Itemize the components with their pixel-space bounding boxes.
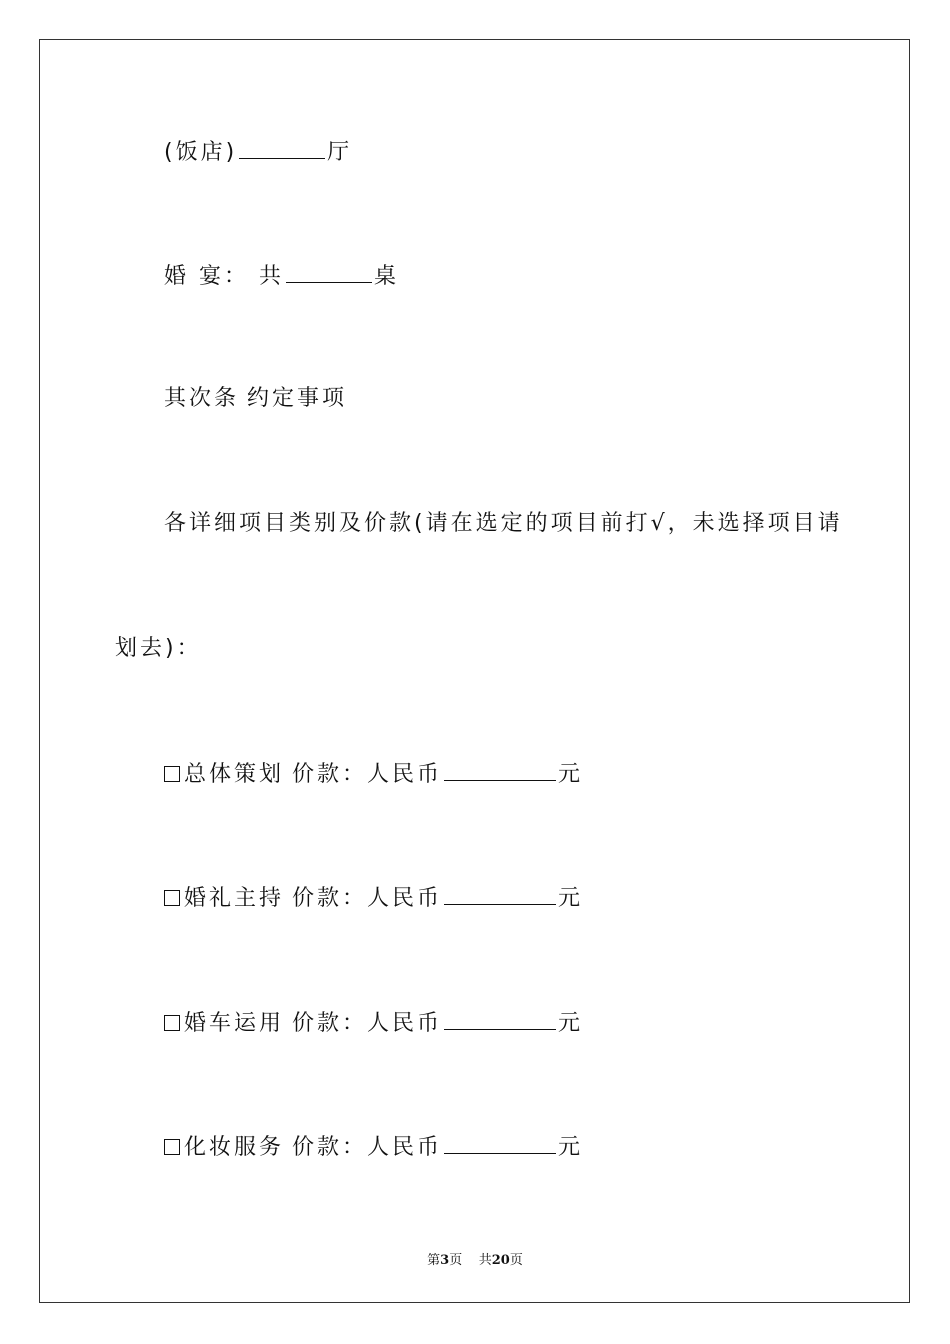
item-unit: 元 xyxy=(558,762,584,787)
banquet-suffix: 桌 xyxy=(374,264,400,289)
page-footer xyxy=(0,1249,950,1268)
total-suffix: 页 xyxy=(509,1253,523,1268)
item-row xyxy=(164,1133,583,1161)
hotel-line xyxy=(164,138,352,166)
item-unit: 元 xyxy=(558,1135,584,1160)
page-suffix: 页 xyxy=(449,1253,463,1268)
item-price-label: 价款：人民币 xyxy=(292,1135,443,1160)
item-checkbox[interactable] xyxy=(164,890,180,906)
item-unit: 元 xyxy=(558,886,584,911)
instruction-line-2: 划去)： xyxy=(115,636,202,661)
hotel-blank-field[interactable] xyxy=(239,138,325,159)
item-checkbox[interactable] xyxy=(164,1015,180,1031)
banquet-table-count-field[interactable] xyxy=(286,262,372,283)
page-border xyxy=(39,39,910,1303)
hotel-suffix: 厅 xyxy=(327,140,353,165)
item-price-field[interactable] xyxy=(444,884,556,905)
instruction-line-1: 各详细项目类别及价款(请在选定的项目前打√，未选择项目请 xyxy=(164,511,843,536)
banquet-prefix: 婚 宴： 共 xyxy=(164,264,284,289)
item-row xyxy=(164,884,583,912)
section-label: 其次条 xyxy=(164,386,240,411)
item-name: 婚礼主持 xyxy=(184,886,285,911)
item-name: 化妆服务 xyxy=(184,1135,285,1160)
item-price-label: 价款：人民币 xyxy=(292,762,443,787)
item-checkbox[interactable] xyxy=(164,766,180,782)
item-price-field[interactable] xyxy=(444,760,556,781)
page-current: 3 xyxy=(440,1253,450,1268)
item-price-label: 价款：人民币 xyxy=(292,1011,443,1036)
total-pages: 20 xyxy=(491,1253,510,1268)
item-unit: 元 xyxy=(558,1011,584,1036)
total-prefix: 共 xyxy=(478,1253,492,1268)
item-price-label: 价款：人民币 xyxy=(292,886,443,911)
item-row xyxy=(164,1009,583,1037)
item-price-field[interactable] xyxy=(444,1009,556,1030)
item-price-field[interactable] xyxy=(444,1133,556,1154)
section-text: 约定事项 xyxy=(247,386,348,411)
section-heading xyxy=(164,386,347,412)
banquet-line xyxy=(164,262,399,290)
item-name: 婚车运用 xyxy=(184,1011,285,1036)
item-name: 总体策划 xyxy=(184,762,285,787)
page-prefix: 第 xyxy=(427,1253,441,1268)
item-checkbox[interactable] xyxy=(164,1139,180,1155)
hotel-prefix: (饭店) xyxy=(164,140,238,165)
item-row xyxy=(164,760,583,788)
